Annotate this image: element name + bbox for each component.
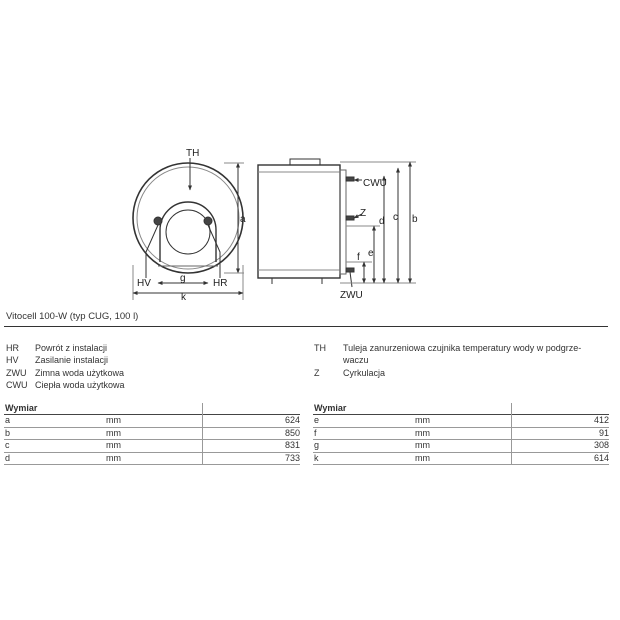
- legend-row: CWU Ciepła woda użytkowa: [6, 379, 125, 390]
- legend-right: [314, 342, 610, 379]
- table-row: f mm 91: [313, 428, 609, 441]
- legend-row: TH Tuleja zanurzeniowa czujnika temperatury wody w podgrze-: [314, 343, 582, 353]
- zwu-pipe: [346, 268, 354, 272]
- legend-row: Z Cyrkulacja: [314, 367, 386, 378]
- caption-divider: [4, 326, 608, 327]
- dimension-table-right: [313, 403, 609, 465]
- legend-row: HR Powrót z instalacji: [6, 343, 108, 353]
- table-row: e mm 412: [313, 415, 609, 428]
- dim-k-label: k: [181, 292, 186, 300]
- legend-row: HV Zasilanie instalacji: [6, 355, 109, 366]
- dimension-table-left: [4, 403, 300, 465]
- dim-c-label: c: [393, 212, 398, 223]
- tank-side-lid: [290, 159, 320, 165]
- table-row: a mm 624: [4, 415, 300, 428]
- z-pipe: [346, 216, 354, 220]
- th-label: TH: [186, 148, 200, 159]
- dim-e-label: e: [368, 248, 374, 259]
- table-header: Wymiar: [4, 403, 300, 415]
- legend-row: ZWU Zimna woda użytkowa: [6, 367, 125, 378]
- table-row: g mm 308: [313, 440, 609, 453]
- dim-f-label: f: [357, 252, 360, 263]
- table-row: c mm 831: [4, 440, 300, 453]
- legend-left: [6, 342, 296, 391]
- tank-side-body: [258, 165, 340, 278]
- hv-label: HV: [137, 278, 151, 289]
- dim-a-label: a: [240, 214, 246, 225]
- table-row: b mm 850: [4, 428, 300, 441]
- dim-b-label: b: [412, 214, 418, 225]
- figure-caption: Vitocell 100-W (typ CUG, 100 l): [6, 311, 139, 322]
- hr-connection: [204, 217, 212, 225]
- hr-label: HR: [213, 278, 228, 289]
- cwu-label: CWU: [363, 178, 387, 189]
- technical-drawing: [0, 0, 620, 300]
- hv-connection: [154, 217, 162, 225]
- table-row: d mm 733: [4, 453, 300, 466]
- dim-g-label: g: [180, 273, 186, 284]
- wall-bracket: [340, 170, 346, 274]
- table-row: k mm 614: [313, 453, 609, 466]
- zwu-label: ZWU: [340, 290, 363, 300]
- dim-d-label: d: [379, 216, 385, 227]
- table-header: Wymiar: [313, 403, 609, 415]
- legend-row: waczu: [343, 355, 369, 366]
- cwu-pipe: [346, 177, 354, 181]
- flange-cover: [166, 210, 210, 254]
- z-label: Z: [360, 208, 367, 219]
